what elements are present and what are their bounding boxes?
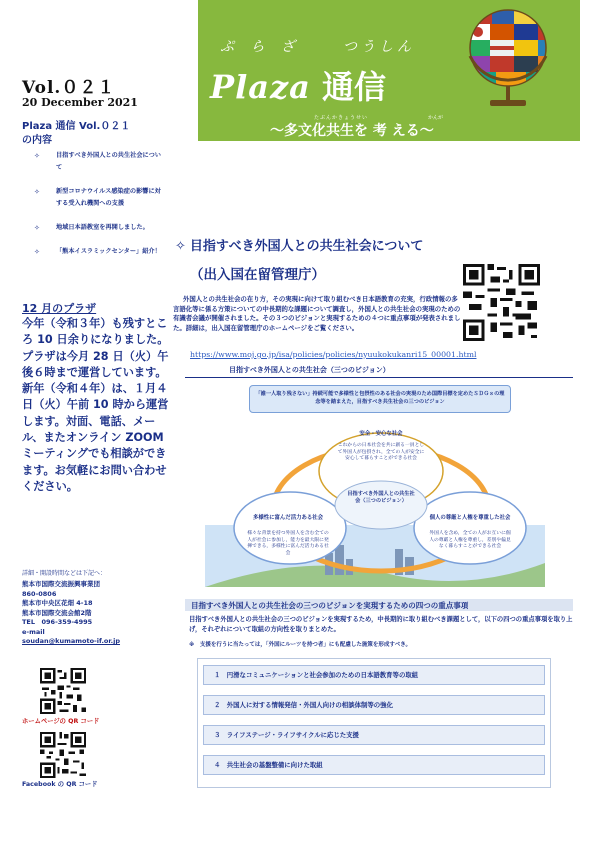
article-qr-code[interactable] [463,264,540,341]
article-link[interactable]: https://www.moj.go.jp/isa/policies/policies/nyuukokukanri15_00001.html [190,350,477,359]
globe-flags-image [456,4,568,114]
issue-volume: Vol.０２１ [22,78,116,98]
title-kana-tsushin: つうしん [343,39,415,55]
priorities-title: 目指すべき外国人との共生社会の三つのビジョンを実現するための四つの重点事項 [191,601,469,610]
newsletter-subtitle: ～多文化共生を 考 える～ [270,123,434,139]
contact-email-link[interactable]: soudan@kumamoto-if.or.jp [22,637,121,645]
priorities-note: ※ 支援を行うに当たっては，「外国にルーツを持つ者」にも配慮した施策を形成すべき。 [189,642,412,648]
right-vision-circle [414,492,526,564]
toc-title [22,120,130,148]
title-kanji: 通信 [322,68,387,106]
toc-list [22,150,162,270]
right-vision-body: 外国人を含め，全ての人がお互いに個人の尊厳と人権を尊重し，差別や偏見なく暮らすことができる社会 [429,531,511,549]
toc-item: ✧ 目指すべき外国人との共生社会について [34,152,161,171]
toc-item: ✧ 「熊本イスラミックセンター」紹介！ [34,248,161,256]
sparkle-bullet-icon: ✧ [34,188,40,196]
december-notice: 今年（令和３年）も残すところ 10 日余りになりました。プラザは今月 28 日（火）午後６時まで運営しています。新年（令和４年）は、１月４日（火）午前 10 時から運営します。対面、電話、メール、またオンライン ZOOM ミーティングでも相談ができます。お気軽にお問い合わせください。 [22,317,169,493]
left-vision-body: 様々な背景を持つ外国人を含む全ての人が社会に参加し，能力を最大限に発揮できる，多様性に富んだ活力ある社会 [247,531,329,556]
contact-address: 熊本市中央区花畑 4-18 [22,599,93,607]
december-heading: 12 月のプラザ [22,302,97,315]
facebook-qr-code[interactable] [40,732,86,778]
toc-title-line1: Plaza 通信 Vol.０２１ [22,121,131,132]
article-heading [175,235,423,254]
toc-item: ✧ 地域日本語教室を再開しました。 [34,224,149,232]
three-vision-diagram [185,413,573,603]
contact-tel: TEL 096-359-4995 [22,618,93,626]
contact-info [22,580,120,647]
ruby-tabunka: たぶんかきょうせい [314,115,369,121]
contact-zip: 860-0806 [22,589,57,598]
article-description: 外国人との共生社会の在り方，その実現に向けて取り組むべき日本語教育の充実，行政情報の多言語化等に係る方策についての中長期的な課題について調査し，外国人との共生社会の実現のための有識者会議が開催されました。その３つのビジョンと実現するための４つに重点事項が発表されました。詳細は，出入国在留管理庁のホームページをご覧ください。 [173,295,461,332]
sparkle-bullet-icon: ✧ [34,248,40,256]
article-agency: （出入国在留管理庁） [190,267,325,283]
contact-heading: 詳細・開設時間などは下記へ： [22,570,107,577]
priority-item-1: １ 円滑なコミュニケーションと社会参加のための日本語教育等の取組 [203,665,545,685]
center-circle [335,481,427,529]
article-heading-text: 目指すべき外国人との共生社会について [189,239,424,254]
homepage-qr-label: ホームページの QR コード [22,718,100,725]
issue-date: 20 December 2021 [22,96,138,109]
toc-title-line2: の内容 [22,135,52,146]
figure-banner-text: 「誰一人取り残さない」持続可能で多様性と包摂性のある社会の実現のため国際目標を定めたＳＤＧｓの理念等を踏まえた，目指すべき共生社会の三つのビジョン [255,391,505,405]
vision-figure [185,363,573,773]
priority-item-2: ２ 外国人に対する情報発信・外国人向けの相談体制等の強化 [203,695,545,715]
ruby-kangaeru: かんが [428,115,444,121]
title-kana-plaza: ぷ ら ざ [220,39,301,55]
facebook-qr-label: Facebook の QR コード [22,781,98,788]
newsletter-title [210,62,386,108]
left-vision-title: 多様性に富んだ活力ある社会 [252,515,324,521]
homepage-qr-code[interactable] [40,668,86,714]
toc-item: ✧ 新型コロナウイルス感染症の影響に対する受入れ機関への支援 [34,188,161,207]
title-latin: Plaza [210,68,311,106]
figure-title: 目指すべき外国人との共生社会（三つのビジョン） [229,366,390,374]
sparkle-bullet-icon: ✧ [34,224,40,232]
priorities-description: 目指すべき外国人との共生社会の三つのビジョンを実現するため，中長期的に取り組むべき課題として，以下の四つの重点事項を取り上げ，それぞれについて取組の方向性を取りまとめた。 [189,616,573,633]
center-title: 目指すべき外国人との共生社会（三つのビジョン） [347,491,415,504]
top-vision-title: 安全・安心な社会 [359,431,403,437]
contact-org: 熊本市国際交流振興事業団 [22,580,100,588]
contact-email-label: e-mail [22,627,45,636]
sparkle-bullet-icon: ✧ [34,152,40,160]
priority-item-4: ４ 共生社会の基盤整備に向けた取組 [203,755,545,775]
sparkle-icon: ✧ [175,239,186,254]
contact-building: 熊本市国際交流会館2階 [22,608,92,617]
top-vision-body: これからの日本社会を共に創る一員として外国人が包摂され，全ての人が安全に安心して暮らすことができる社会 [337,443,425,461]
priority-item-3: ３ ライフステージ・ライフサイクルに応じた支援 [203,725,545,745]
right-vision-title: 個人の尊厳と人権を尊重した社会 [429,515,511,521]
